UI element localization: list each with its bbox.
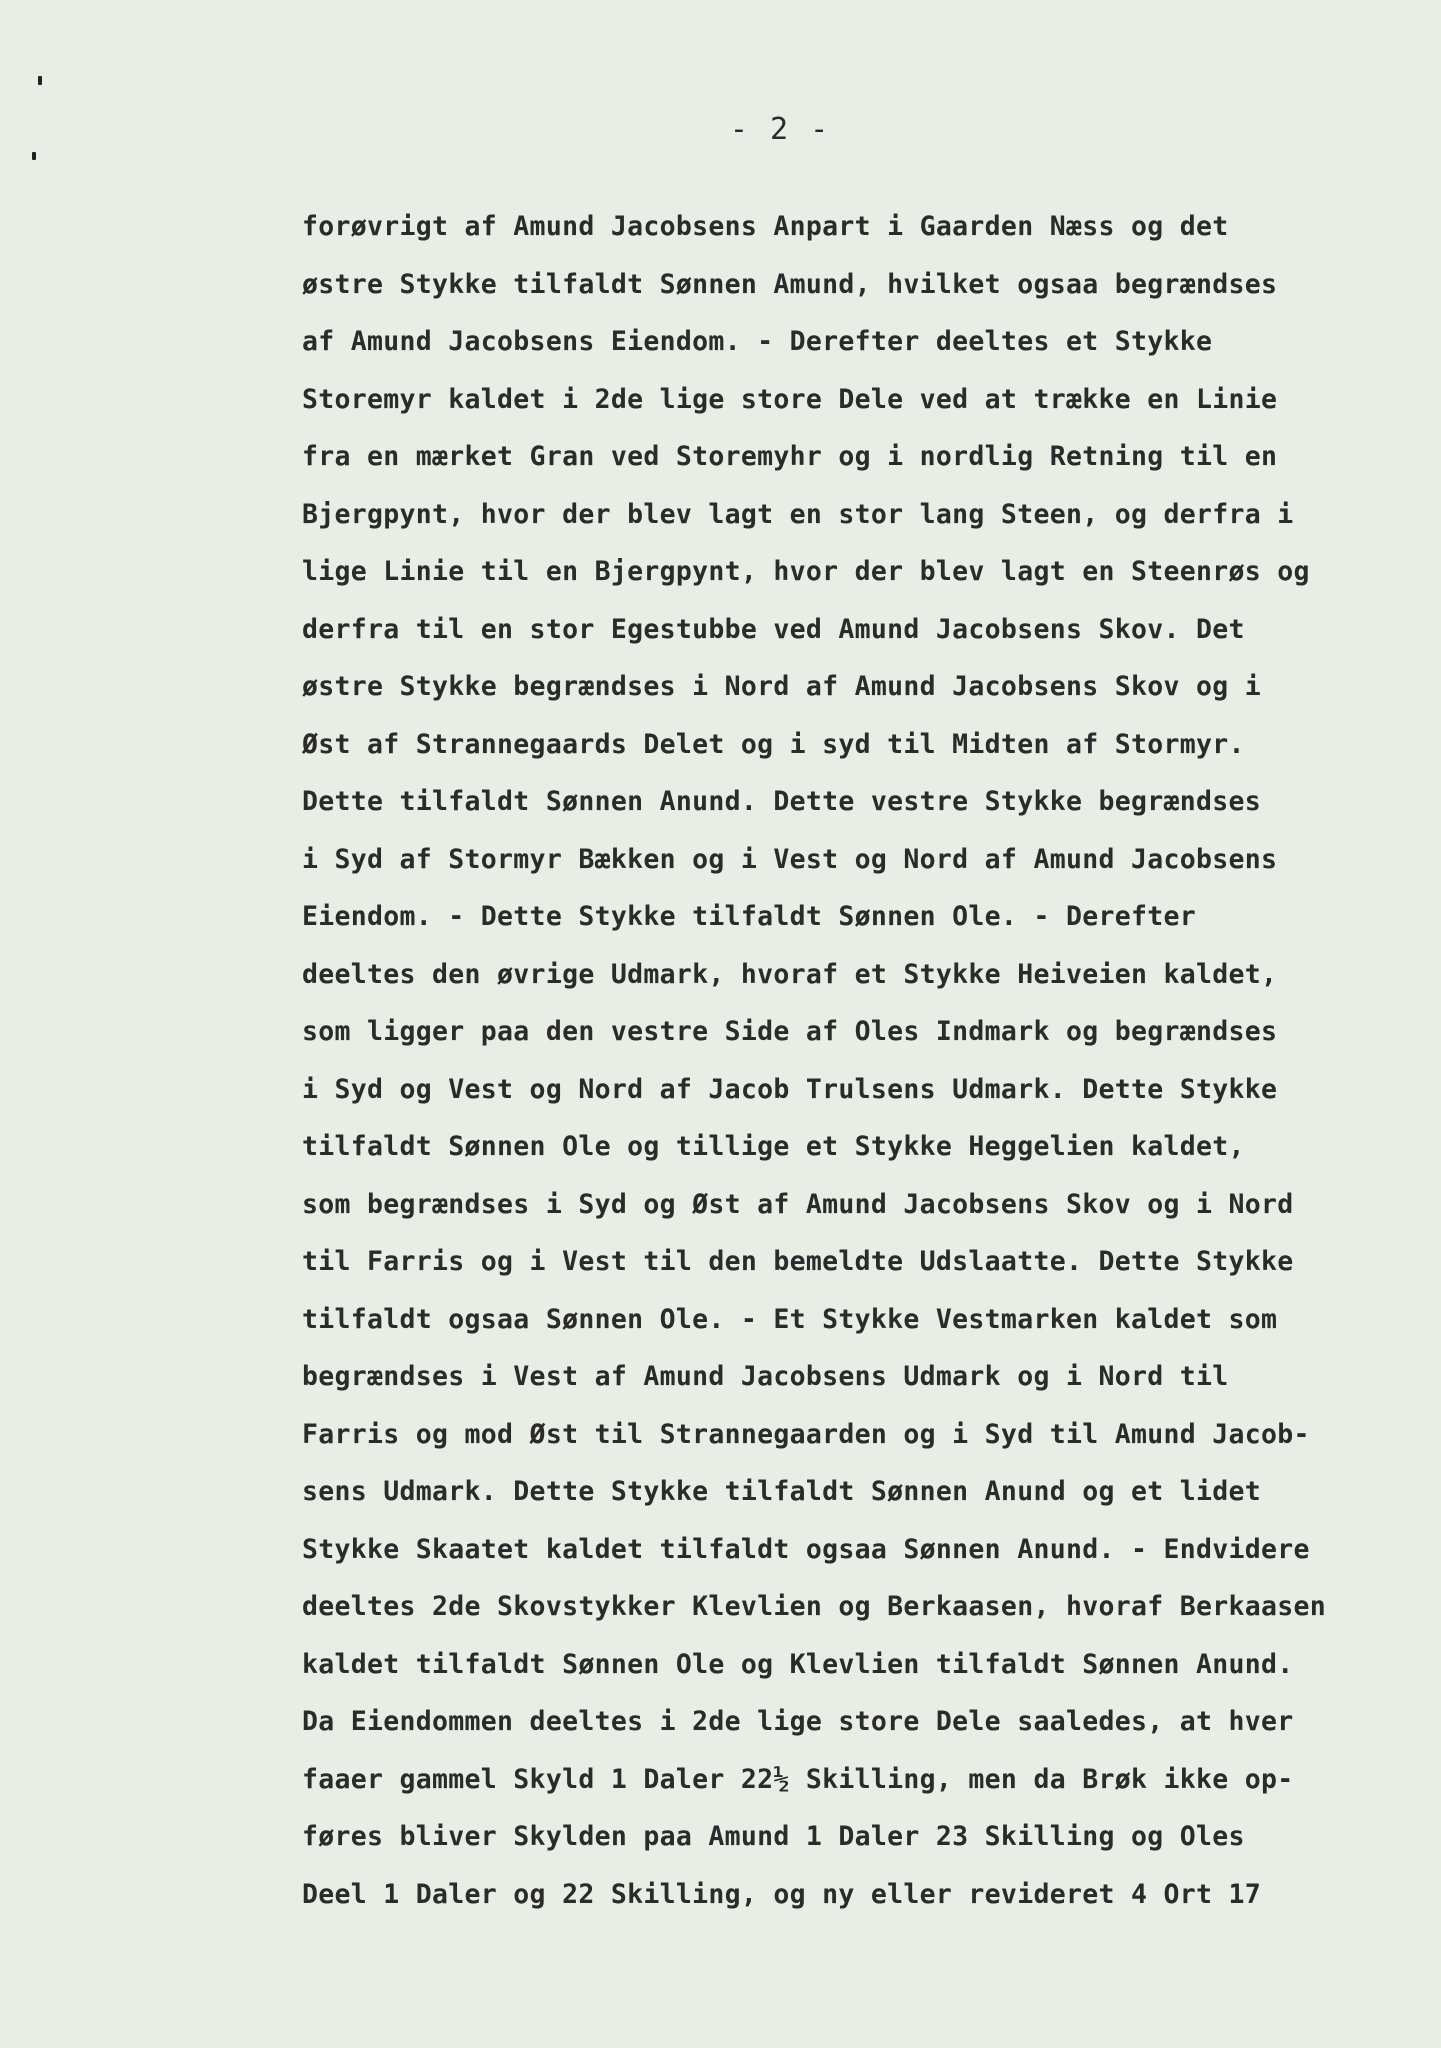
text-line: Farris og mod Øst til Strannegaarden og i Syd til Amund Jacob- (302, 1418, 1310, 1450)
text-line: i Syd af Stormyr Bækken og i Vest og Nord af Amund Jacobsens (302, 843, 1278, 875)
text-line: Eiendom. - Dette Stykke tilfaldt Sønnen Ole. - Derefter (302, 901, 1196, 932)
text-line: derfra til en stor Egestubbe ved Amund Jacobsens Skov. Det (302, 613, 1245, 645)
text-line: Stykke Skaatet kaldet tilfaldt ogsaa Sønnen Anund. - Endvidere (302, 1533, 1310, 1565)
text-line: deeltes 2de Skovstykker Klevlien og Berkaasen, hvoraf Berkaasen (302, 1591, 1327, 1622)
text-line: tilfaldt ogsaa Sønnen Ole. - Et Stykke Vestmarken kaldet som (302, 1303, 1278, 1335)
text-line: begrændses i Vest af Amund Jacobsens Udmark og i Nord til (302, 1361, 1229, 1392)
text-line: lige Linie til en Bjergpynt, hvor der blev lagt en Steenrøs og (302, 556, 1310, 587)
text-line: føres bliver Skylden paa Amund 1 Daler 23 Skilling og Oles (302, 1821, 1245, 1852)
text-line: Dette tilfaldt Sønnen Anund. Dette vestre Stykke begrændses (302, 786, 1262, 817)
margin-mark-top (38, 76, 42, 85)
text-line: som ligger paa den vestre Side af Oles Indmark og begrændses (302, 1016, 1278, 1047)
text-line: i Syd og Vest og Nord af Jacob Trulsens Udmark. Dette Stykke (302, 1073, 1278, 1105)
text-line: af Amund Jacobsens Eiendom. - Derefter deeltes et Stykke (302, 326, 1213, 357)
text-line: sens Udmark. Dette Stykke tilfaldt Sønnen Anund og et lidet (302, 1476, 1262, 1507)
text-line: Bjergpynt, hvor der blev lagt en stor lang Steen, og derfra i (302, 498, 1294, 530)
text-line: fra en mærket Gran ved Storemyhr og i nordlig Retning til en (302, 441, 1278, 472)
text-line: som begrændses i Syd og Øst af Amund Jacobsens Skov og i Nord (302, 1188, 1294, 1220)
text-line: deeltes den øvrige Udmark, hvoraf et Stykke Heiveien kaldet, (302, 958, 1278, 990)
text-line: Da Eiendommen deeltes i 2de lige store Dele saaledes, at hver (302, 1706, 1294, 1737)
text-line: faaer gammel Skyld 1 Daler 22½ Skilling, men da Brøk ikke op- (302, 1763, 1294, 1795)
margin-mark-bottom (32, 152, 36, 160)
text-line: østre Stykke tilfaldt Sønnen Amund, hvilket ogsaa begrændses (302, 268, 1278, 300)
text-line: Øst af Strannegaards Delet og i syd til Midten af Stormyr. (302, 728, 1245, 760)
page-number: - 2 - (729, 112, 831, 147)
text-line: Storemyr kaldet i 2de lige store Dele ved at trække en Linie (302, 383, 1278, 415)
text-line: tilfaldt Sønnen Ole og tillige et Stykke Heggelien kaldet, (302, 1131, 1245, 1162)
typed-text-body (302, 198, 1422, 1923)
text-line: til Farris og i Vest til den bemeldte Udslaatte. Dette Stykke (302, 1246, 1294, 1277)
text-line: kaldet tilfaldt Sønnen Ole og Klevlien tilfaldt Sønnen Anund. (302, 1648, 1294, 1680)
text-line: forøvrigt af Amund Jacobsens Anpart i Gaarden Næss og det (302, 211, 1229, 242)
text-line: østre Stykke begrændses i Nord af Amund Jacobsens Skov og i (302, 671, 1262, 702)
text-line: Deel 1 Daler og 22 Skilling, og ny eller revideret 4 Ort 17 (302, 1878, 1262, 1910)
